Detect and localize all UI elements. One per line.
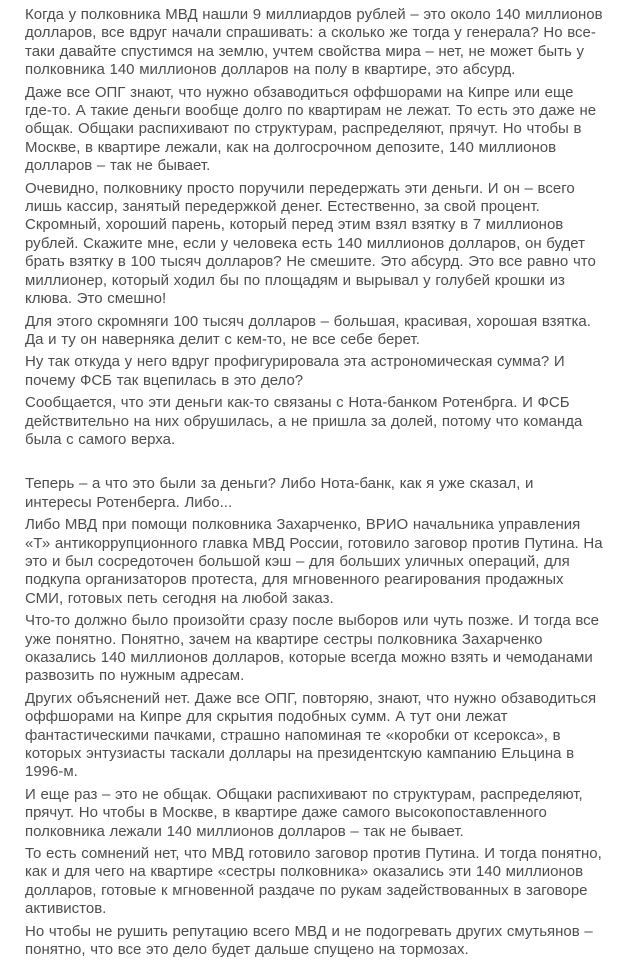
paragraph: Что-то должно было произойти сразу после выборов или чуть позже. И тогда все уже понятно. Понятно, зачем на квартире сестры полковника Захарченко оказались 140 миллионов долларов, которые всегда можно взять и чемоданами развозить по нужным адресам. — [25, 612, 599, 685]
paragraph: Но чтобы не рушить репутацию всего МВД и не подогревать других смутьянов – понятно, что все это дело будет дальше спущено на тормозах. — [25, 922, 593, 959]
paragraph: Других объяснений нет. Даже все ОПГ, повторяю, знают, что нужно обзаводиться оффшорами на Кипре для скрытия подобных сумм. А тут они лежат фантастическими пачками, страшно напоминая те «коробки от ксерокса», в которых энтузиасты таскали доллары на президентскую кампанию Ельцина в 1996-м. — [25, 689, 597, 781]
paragraph: То есть сомнений нет, что МВД готовило заговор против Путина. И тогда понятно, как и для чего на квартире «сестры полковника» оказались эти 140 миллионов долларов, готовые к мгновенной раздаче по рукам задействованных в заговоре активистов. — [25, 845, 602, 918]
paragraph: Для этого скромняги 100 тысяч долларов – большая, красивая, хорошая взятка. Да и ту он наверняка делит с кем-то, не все себе берет. — [25, 312, 591, 348]
paragraph-spacer — [25, 453, 603, 471]
paragraph: Ну так откуда у него вдруг профигурировала эта астрономическая сумма? И почему ФСБ так вцепилась в это дело? — [25, 353, 565, 389]
paragraph: Когда у полковника МВД нашли 9 миллиардов рублей – это около 140 миллионов долларов, все вдруг начали спрашивать: а сколько же тогда у генерала? Но все-таки давайте спустимся на землю, учтем свойства мира – нет, не может быть у полковника 140 миллионов долларов на полу в квартире, это абсурд. — [25, 6, 603, 79]
paragraph: Сообщается, что эти деньги как-то связаны с Нота-банком Ротенбрга. И ФСБ действительно на них обрушилась, а не пришла за долей, потому что команда была с самого верха. — [25, 394, 583, 448]
paragraph: Либо МВД при помощи полковника Захарченко, ВРИО начальника управления «Т» антикоррупционного главка МВД России, готовило заговор против Путина. На это и был сосредоточен большой кэш – для больших уличных операций, для подкупа организаторов протеста, для мгновенного реагирования продажных СМИ, готовых петь сегодня на любой заказ. — [25, 516, 603, 607]
paragraph: Даже все ОПГ знают, что нужно обзаводиться оффшорами на Кипре или еще где-то. А такие деньги вообще долго по квартирам не лежат. То есть это даже не общак. Общаки распихивают по структурам, распределяют, прячут. Но чтобы в Москве, в квартире лежали, как на долгосрочном депозите, 140 миллионов долларов – так не бывает. — [25, 83, 597, 175]
paragraph-list — [25, 6, 603, 960]
paragraph: И еще раз – это не общак. Общаки распихивают по структурам, распределяют, прячут. Но чтобы в Москве, в квартире даже самого высокопоставленного полковника лежали 140 миллионов долларов – так не бывает. — [25, 785, 583, 840]
paragraph: Теперь – а что это были за деньги? Либо Нота-банк, как я уже сказал, и интересы Ротенберга. Либо... — [25, 475, 534, 511]
paragraph: Очевидно, полковнику просто поручили передержать эти деньги. И он – всего лишь кассир, занятый передержкой денег. Естественно, за свой процент. Скромный, хороший парень, который перед этим взял взятку в 7 миллионов рублей. Скажите мне, если у человека есть 140 миллионов долларов, он будет брать взятку в 100 тысяч долларов? Не смешите. Это абсурд. Это все равно что миллионер, который ходил бы по площадям и вырывал у голубей крошки из клюва. Это смешно! — [25, 179, 596, 308]
